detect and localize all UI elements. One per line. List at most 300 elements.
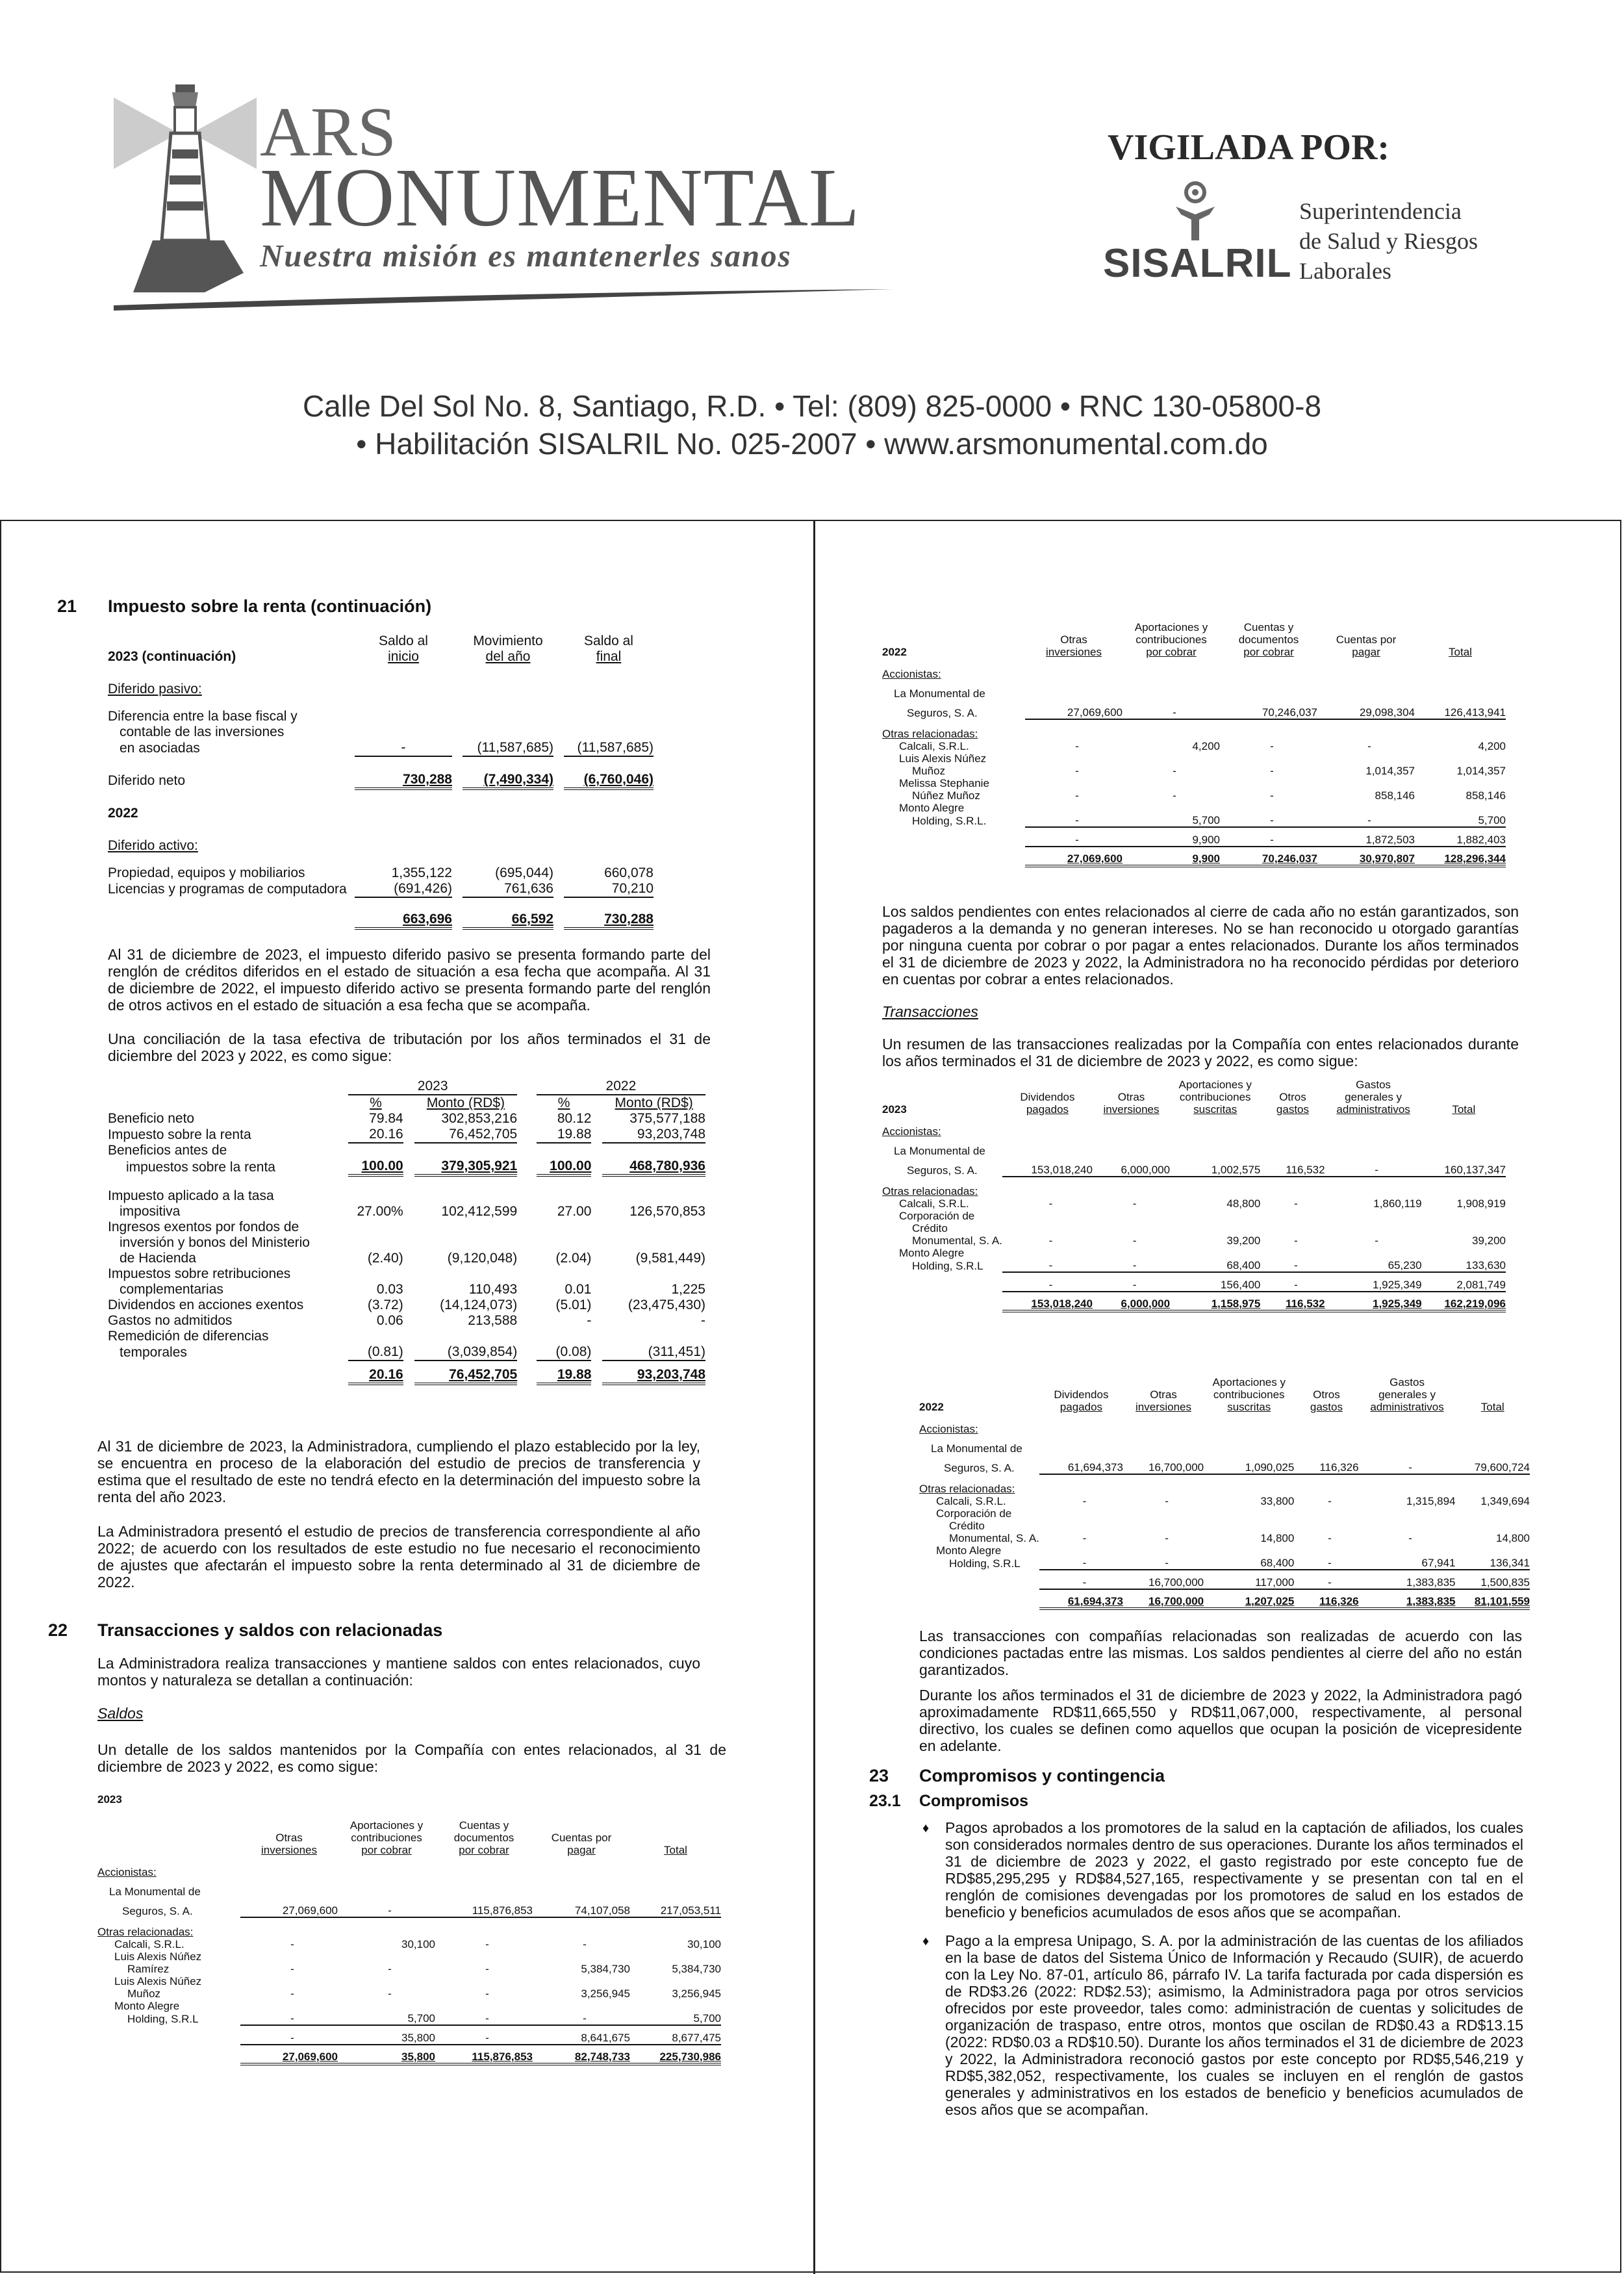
table-row (108, 1329, 705, 1344)
table-cell (1123, 752, 1220, 765)
table-cell (1415, 777, 1506, 789)
table-cell (1359, 1435, 1456, 1455)
row-group-label-row (882, 1177, 1506, 1197)
paragraph: Los saldos pendientes con entes relacionados al cierre de cada año no están garantizados, son pagaderos a la demanda y no generan intereses. No se han reconocido u otorgado garantías por ninguna cuenta por cobrar o por pagar a entes relacionados. Durante los años terminados el 31 de diciembre de 2023 y 2022, la Administradora no ha reconocido pérdidas por deterioro en cuentas por cobrar a entes relacionados. (882, 903, 1519, 988)
table-cell (348, 1235, 403, 1251)
sisalril-subtitle (1299, 196, 1478, 286)
table-cell: 93,203,748 (602, 1361, 705, 1384)
table-year-label (882, 633, 1025, 646)
table-cell: - (533, 2012, 630, 2025)
table-year-label (97, 1844, 240, 1856)
column-header: Aportaciones y (1134, 621, 1208, 633)
table-cell (1456, 1435, 1530, 1455)
table-cell (1325, 1247, 1422, 1259)
table-cell: - (1294, 1557, 1358, 1570)
row-label: Seguros, S. A. (122, 1905, 193, 1917)
row-label: Dividendos en acciones exentos (108, 1297, 304, 1312)
column-header: Total (664, 1844, 687, 1856)
table-row (882, 1272, 1506, 1292)
table-cell (414, 1235, 518, 1251)
table-cell: (11,587,685) (463, 740, 553, 756)
table-cell: (11,587,685) (564, 740, 653, 756)
table-row (97, 1963, 721, 1975)
table-cell: 19.88 (537, 1361, 592, 1384)
column-header (1123, 1376, 1204, 1388)
column-header: pagar (567, 1844, 596, 1856)
row-label: impositiva (120, 1204, 181, 1219)
table-cell: - (485, 1963, 489, 1975)
paragraph: Las transacciones con compañías relacionadas son realizadas de acuerdo con las condiciones pactadas entre las mismas. Los saldos pendientes al cierre del año no están garantizados. (919, 1628, 1522, 1678)
table-cell (1025, 680, 1123, 700)
table-cell (1456, 1520, 1530, 1532)
table-cell: 3,256,945 (581, 1987, 630, 2000)
paragraph: La Administradora realiza transacciones y mantiene saldos con entes relacionados, cuyo montos y naturaleza se detallan a continuación: (97, 1655, 700, 1689)
address-line: Calle Del Sol No. 8, Santiago, R.D. • Tel: (809) 825-0000 • RNC 130-05800-8 (302, 389, 1322, 423)
table-cell: (6,760,046) (564, 756, 653, 789)
table-cell (1317, 802, 1415, 814)
table-row (108, 1235, 705, 1251)
table-cell: 70,246,037 (1220, 700, 1317, 719)
table-cell: 9,900 (1123, 827, 1220, 847)
table-cell: 6,000,000 (1093, 1157, 1170, 1177)
table-row (108, 1158, 705, 1175)
table-cell: 5,384,730 (672, 1963, 721, 1975)
table-cell: 115,876,853 (435, 2045, 533, 2064)
table-cell: (695,044) (495, 865, 553, 880)
table-cell: - (1328, 1532, 1332, 1544)
table-cell (1317, 752, 1415, 765)
logo-swoosh-icon (114, 286, 893, 312)
column-header (630, 1819, 721, 1832)
table-cell: 8,677,475 (630, 2025, 721, 2045)
row-label: La Monumental de (894, 1145, 985, 1157)
table-cell: - (1002, 1259, 1093, 1272)
column-header: inicio (388, 649, 419, 664)
row-group-label: Accionistas: (882, 1125, 941, 1138)
table-cell: 1,908,919 (1456, 1197, 1506, 1210)
column-header: % (370, 1095, 382, 1110)
table-header-row (108, 649, 653, 665)
subsection-number: 23.1 (869, 1792, 901, 1810)
row-label: Beneficios antes de (108, 1143, 227, 1158)
table-header-row (919, 1401, 1530, 1413)
table-cell: 1,349,694 (1480, 1495, 1530, 1507)
table-row (108, 756, 653, 789)
table-row (108, 1266, 705, 1282)
table-cell: - (1220, 827, 1317, 847)
table-cell: 16,700,000 (1123, 1589, 1204, 1609)
row-label: Monumental, S. A. (949, 1532, 1039, 1544)
table-cell (537, 1266, 592, 1282)
vigilada-label: VIGILADA POR: (1108, 127, 1390, 168)
table-cell: 39,200 (1226, 1234, 1261, 1247)
table-row (108, 1175, 705, 1204)
table-row (919, 1520, 1530, 1532)
table-year-label (919, 1376, 1039, 1388)
table-cell: (691,426) (355, 881, 452, 897)
table-cell: 4,200 (1478, 740, 1506, 752)
table-cell: 74,107,058 (533, 1898, 630, 1917)
row-group-label: Accionistas: (919, 1423, 978, 1435)
column-header: inversiones (1136, 1401, 1192, 1413)
column-header: 2023 (348, 1079, 517, 1095)
table-row (882, 765, 1506, 777)
table-cell: (2.40) (367, 1251, 403, 1266)
table-cell: 136,341 (1456, 1557, 1530, 1570)
table-cell: - (1173, 789, 1176, 802)
row-label: Holding, S.R.L (912, 1260, 983, 1272)
table-cell: 5,384,730 (581, 1963, 630, 1975)
table-cell (1123, 1507, 1204, 1520)
table-row (919, 1495, 1530, 1507)
balances-2023-table (97, 1819, 721, 2065)
table-cell: 302,853,216 (441, 1111, 518, 1126)
table-cell: (9,120,048) (447, 1251, 518, 1266)
column-header: administrativos (1336, 1103, 1410, 1116)
table-cell (414, 1143, 518, 1158)
table-cell: 225,730,986 (630, 2045, 721, 2064)
table-cell (1456, 1544, 1530, 1557)
table-cell: - (485, 1987, 489, 2000)
row-label: Impuesto aplicado a la tasa (108, 1188, 274, 1203)
column-header (1294, 1376, 1358, 1388)
table-cell: (0.81) (348, 1344, 403, 1361)
table-row (882, 777, 1506, 789)
column-header: administrativos (1370, 1401, 1444, 1413)
table-cell: 76,452,705 (414, 1361, 518, 1384)
table-row (882, 847, 1506, 866)
table-header-row (97, 1844, 721, 1856)
table-year-label: 2022 (919, 1401, 944, 1413)
row-group-label-row (882, 719, 1506, 740)
table-cell: 5,700 (1415, 814, 1506, 827)
section-title: Impuesto sobre la renta (continuación) (108, 596, 432, 616)
row-label: Corporación de (936, 1507, 1012, 1520)
table-cell: 156,400 (1170, 1272, 1260, 1292)
table-cell (348, 1175, 403, 1204)
table-cell: 730,288 (355, 756, 452, 789)
row-label: en asociadas (120, 741, 200, 756)
table-cell: 4,200 (1192, 740, 1220, 752)
column-header: Dividendos (1020, 1091, 1075, 1103)
table-cell: 1,860,119 (1373, 1197, 1422, 1210)
table-cell (1422, 1138, 1506, 1157)
table-cell: 1,355,122 (391, 865, 452, 880)
table-cell (1359, 1520, 1456, 1532)
table-cell (1170, 1247, 1260, 1259)
column-header: gastos (1310, 1401, 1343, 1413)
table-cell: 128,296,344 (1415, 847, 1506, 866)
section-title: Compromisos y contingencia (919, 1766, 1165, 1785)
table-cell (602, 1329, 705, 1344)
row-label: contable de las inversiones (120, 724, 285, 739)
table-cell: - (1294, 1197, 1298, 1210)
table-cell: 160,137,347 (1422, 1157, 1506, 1177)
table-cell: 3,256,945 (672, 1987, 721, 2000)
row-label: Gastos no admitidos (108, 1313, 233, 1328)
table-row (108, 1143, 705, 1158)
table-cell (1317, 680, 1415, 700)
row-label: Impuesto sobre la renta (108, 1127, 251, 1142)
table-cell: - (1132, 1197, 1137, 1210)
table-cell (414, 1175, 518, 1204)
table-row (108, 1251, 705, 1266)
table-cell: 1,090,025 (1204, 1455, 1294, 1474)
table-cell (1093, 1138, 1170, 1157)
row-group-label: Accionistas: (97, 1866, 157, 1878)
row-label (882, 1272, 1002, 1292)
row-label: complementarias (120, 1282, 223, 1297)
table-cell: (23,475,430) (628, 1297, 705, 1312)
table-cell (1170, 1222, 1260, 1234)
table-cell: 0.03 (376, 1282, 403, 1297)
column-header: inversiones (1103, 1103, 1160, 1116)
table-cell: (5.01) (555, 1297, 592, 1312)
column-header: contribuciones (1179, 1091, 1251, 1103)
column-header: Otras (1150, 1388, 1177, 1401)
table-cell: 30,970,807 (1317, 847, 1415, 866)
table-cell: (0.08) (537, 1344, 592, 1361)
table-cell (1204, 1544, 1294, 1557)
row-label (108, 1361, 348, 1384)
table-cell: 660,078 (604, 865, 653, 880)
table-cell: 126,570,853 (629, 1204, 705, 1219)
column-header: Monto (RD$) (615, 1095, 693, 1110)
table-cell: 16,700,000 (1123, 1570, 1204, 1589)
table-header-row (882, 633, 1506, 646)
table-row (108, 1313, 705, 1329)
table-cell (240, 1878, 338, 1898)
table-year-label (882, 1091, 1002, 1103)
table-cell (537, 1175, 592, 1204)
column-header: Otras (1117, 1091, 1145, 1103)
table-cell: - (1048, 1197, 1053, 1210)
table-cell: 5,700 (630, 2012, 721, 2025)
table-cell (1294, 1435, 1358, 1455)
table-cell (1325, 1210, 1422, 1222)
transactions-2023-table (882, 1079, 1506, 1312)
table-cell (1123, 1435, 1204, 1455)
row-label: Calcali, S.R.L. (899, 740, 969, 752)
row-label: Calcali, S.R.L. (114, 1938, 184, 1950)
table-cell: - (435, 2012, 533, 2025)
table-cell (1123, 777, 1220, 789)
column-header: Gastos (1356, 1079, 1391, 1091)
table-cell: 102,412,599 (441, 1204, 518, 1219)
column-header: suscritas (1193, 1103, 1237, 1116)
table-cell: - (240, 2025, 338, 2045)
row-label: de Hacienda (120, 1251, 196, 1266)
brand-name-ars: ARS (260, 94, 397, 171)
table-cell (1170, 1210, 1260, 1222)
table-cell: 33,800 (1260, 1495, 1295, 1507)
table-header-row (882, 621, 1506, 633)
table-cell (1093, 1210, 1170, 1222)
paragraph: Al 31 de diciembre de 2023, el impuesto diferido pasivo se presenta formando parte del renglón de créditos diferidos en el estado de situación a esa fecha que acompaña. Al 31 de diciembre de 2022, el impuesto diferido activo se presenta formando parte del renglón de otros activos en el estado de situación a esa fecha que se acompaña. (108, 946, 711, 1014)
column-header: Otros (1313, 1388, 1340, 1401)
table-cell: 68,400 (1204, 1557, 1294, 1570)
table-row (97, 2045, 721, 2064)
table-header-row (108, 633, 653, 649)
column-divider (813, 520, 815, 2274)
table-cell (1025, 777, 1123, 789)
column-header: por cobrar (1243, 646, 1294, 658)
column-header: Aportaciones y (1212, 1376, 1286, 1388)
column-header: Otras (1060, 633, 1087, 646)
table-row (919, 1557, 1530, 1570)
row-label (919, 1589, 1039, 1609)
table-cell: - (388, 1963, 392, 1975)
row-group-label-row (919, 1413, 1530, 1435)
column-header: final (596, 649, 622, 664)
table-cell (1415, 680, 1506, 700)
table-cell: 93,203,748 (602, 1127, 705, 1143)
table-row (882, 1259, 1506, 1272)
row-label: Propiedad, equipos y mobiliarios (108, 865, 305, 880)
row-label: impuestos sobre la renta (126, 1160, 275, 1175)
table-year-label (919, 1388, 1039, 1401)
table-row (882, 1197, 1506, 1210)
table-cell: 1,225 (671, 1282, 705, 1297)
table-cell: - (1132, 1234, 1137, 1247)
table-cell (338, 1878, 435, 1898)
table-cell: - (290, 1987, 294, 2000)
column-header: Monto (RD$) (426, 1095, 505, 1110)
bullet-diamond-icon: ♦ (922, 1934, 930, 1948)
row-label: Calcali, S.R.L. (899, 1197, 969, 1210)
table-row (108, 1282, 705, 1297)
table-row (97, 2000, 721, 2012)
table-row (882, 1292, 1506, 1311)
table-year-label (97, 1832, 240, 1844)
table-cell: (7,490,334) (463, 756, 553, 789)
table-cell: - (1367, 740, 1371, 752)
column-header: generales y (1345, 1091, 1402, 1103)
table-cell: 35,800 (338, 2045, 435, 2064)
table-cell: - (1270, 740, 1274, 752)
table-header-row (882, 1091, 1506, 1103)
column-header (1456, 1388, 1530, 1401)
table-cell (602, 1220, 705, 1235)
table-cell (1039, 1507, 1123, 1520)
table-cell: 858,146 (1465, 789, 1506, 802)
column-header: documentos (1238, 633, 1299, 646)
row-label: Monto Alegre (114, 2000, 180, 2012)
table-cell (1123, 1544, 1204, 1557)
table-cell: - (1093, 1272, 1170, 1292)
table-cell (537, 1220, 592, 1235)
table-year-label: 2023 (882, 1103, 907, 1116)
deferred-tax-table (108, 633, 653, 930)
table-cell: 375,577,188 (629, 1111, 705, 1126)
row-label: La Monumental de (894, 687, 985, 700)
table-cell: - (1408, 1532, 1412, 1544)
row-group-label-row (97, 1917, 721, 1938)
column-header: Gastos (1389, 1376, 1425, 1388)
table-cell (1415, 752, 1506, 765)
column-header: Total (1449, 646, 1472, 658)
table-cell (1039, 1435, 1123, 1455)
row-label: Calcali, S.R.L. (936, 1495, 1006, 1507)
row-label: temporales (120, 1345, 187, 1360)
table-cell: 8,641,675 (533, 2025, 630, 2045)
table-cell (1002, 1138, 1093, 1157)
table-cell (1093, 1247, 1170, 1259)
table-cell: - (1082, 1532, 1087, 1544)
table-row (108, 1127, 705, 1143)
table-row (882, 827, 1506, 847)
table-cell: - (1025, 814, 1123, 827)
column-header (1422, 1079, 1506, 1091)
row-label (882, 1292, 1002, 1311)
table-cell: 16,700,000 (1123, 1455, 1204, 1474)
brand-name-monumental: MONUMENTAL (260, 151, 861, 244)
table-cell: 9,900 (1123, 847, 1220, 866)
paragraph: Un detalle de los saldos mantenidos por la Compañía con entes relacionados, al 31 de diciembre de 2023 y 2022, es como sigue: (97, 1741, 726, 1775)
table-cell: 19.88 (537, 1127, 592, 1143)
table-header-row (108, 1079, 705, 1095)
table-cell: 14,800 (1260, 1532, 1295, 1544)
table-cell: 20.16 (348, 1127, 403, 1143)
row-label: Seguros, S. A. (907, 1164, 978, 1177)
table-row (97, 2012, 721, 2025)
table-cell (1220, 752, 1317, 765)
table-cell: 1,315,894 (1406, 1495, 1456, 1507)
table-row (97, 1898, 721, 1917)
row-group-label-row (882, 1116, 1506, 1138)
sisalril-person-icon (1169, 181, 1221, 242)
column-header: % (557, 1095, 570, 1110)
table-row (882, 1157, 1506, 1177)
paragraph: Durante los años terminados el 31 de diciembre de 2023 y 2022, la Administradora pagó aproximadamente RD$11,665,550 y RD$11,067,000, respectivamente, al personal directivo, los cuales se definen como aquellos que ocupan la posición de vicepresidente en adelante. (919, 1687, 1522, 1754)
table-cell: 61,694,373 (1039, 1455, 1123, 1474)
table-cell: - (1075, 740, 1079, 752)
column-header: pagados (1026, 1103, 1069, 1116)
table-cell: 100.00 (537, 1158, 592, 1175)
row-label: La Monumental de (109, 1885, 201, 1898)
table-cell: 100.00 (348, 1158, 403, 1175)
row-label: La Monumental de (931, 1442, 1022, 1455)
table-cell: 35,800 (338, 2025, 435, 2045)
column-header: Saldo al (379, 633, 428, 648)
table-row (919, 1570, 1530, 1589)
table-cell (338, 1950, 435, 1963)
table-header-row (97, 1819, 721, 1832)
table-year-label (97, 1819, 240, 1832)
table-cell: 68,400 (1170, 1259, 1260, 1272)
column-header (630, 1832, 721, 1844)
section-number: 23 (869, 1766, 889, 1785)
table-cell: - (1270, 789, 1274, 802)
table-cell: - (1002, 1272, 1093, 1292)
row-label: Monumental, S. A. (912, 1234, 1002, 1247)
column-header: inversiones (1046, 646, 1102, 658)
paragraph: Al 31 de diciembre de 2023, la Administradora, cumpliendo el plazo establecido por la ley, se encuentra en proceso de la elaboración del estudio de precios de transferencia y estima que el resultado de este no tendrá efecto en la determinación del impuesto sobre la renta del año 2023. (97, 1438, 700, 1505)
table-cell: - (290, 1963, 294, 1975)
table-row (108, 1220, 705, 1235)
table-cell (1093, 1222, 1170, 1234)
column-header: contribuciones (351, 1832, 422, 1844)
table-row (97, 2025, 721, 2045)
table-cell: 1,882,403 (1415, 827, 1506, 847)
table-cell: 761,636 (463, 881, 553, 897)
row-label: Luis Alexis Núñez (114, 1950, 202, 1963)
table-cell: - (1082, 1495, 1087, 1507)
table-cell: 30,100 (401, 1938, 435, 1950)
bullet-diamond-icon: ♦ (922, 1821, 930, 1835)
row-label: Beneficio neto (108, 1111, 195, 1126)
table-cell: 2,081,749 (1422, 1272, 1506, 1292)
